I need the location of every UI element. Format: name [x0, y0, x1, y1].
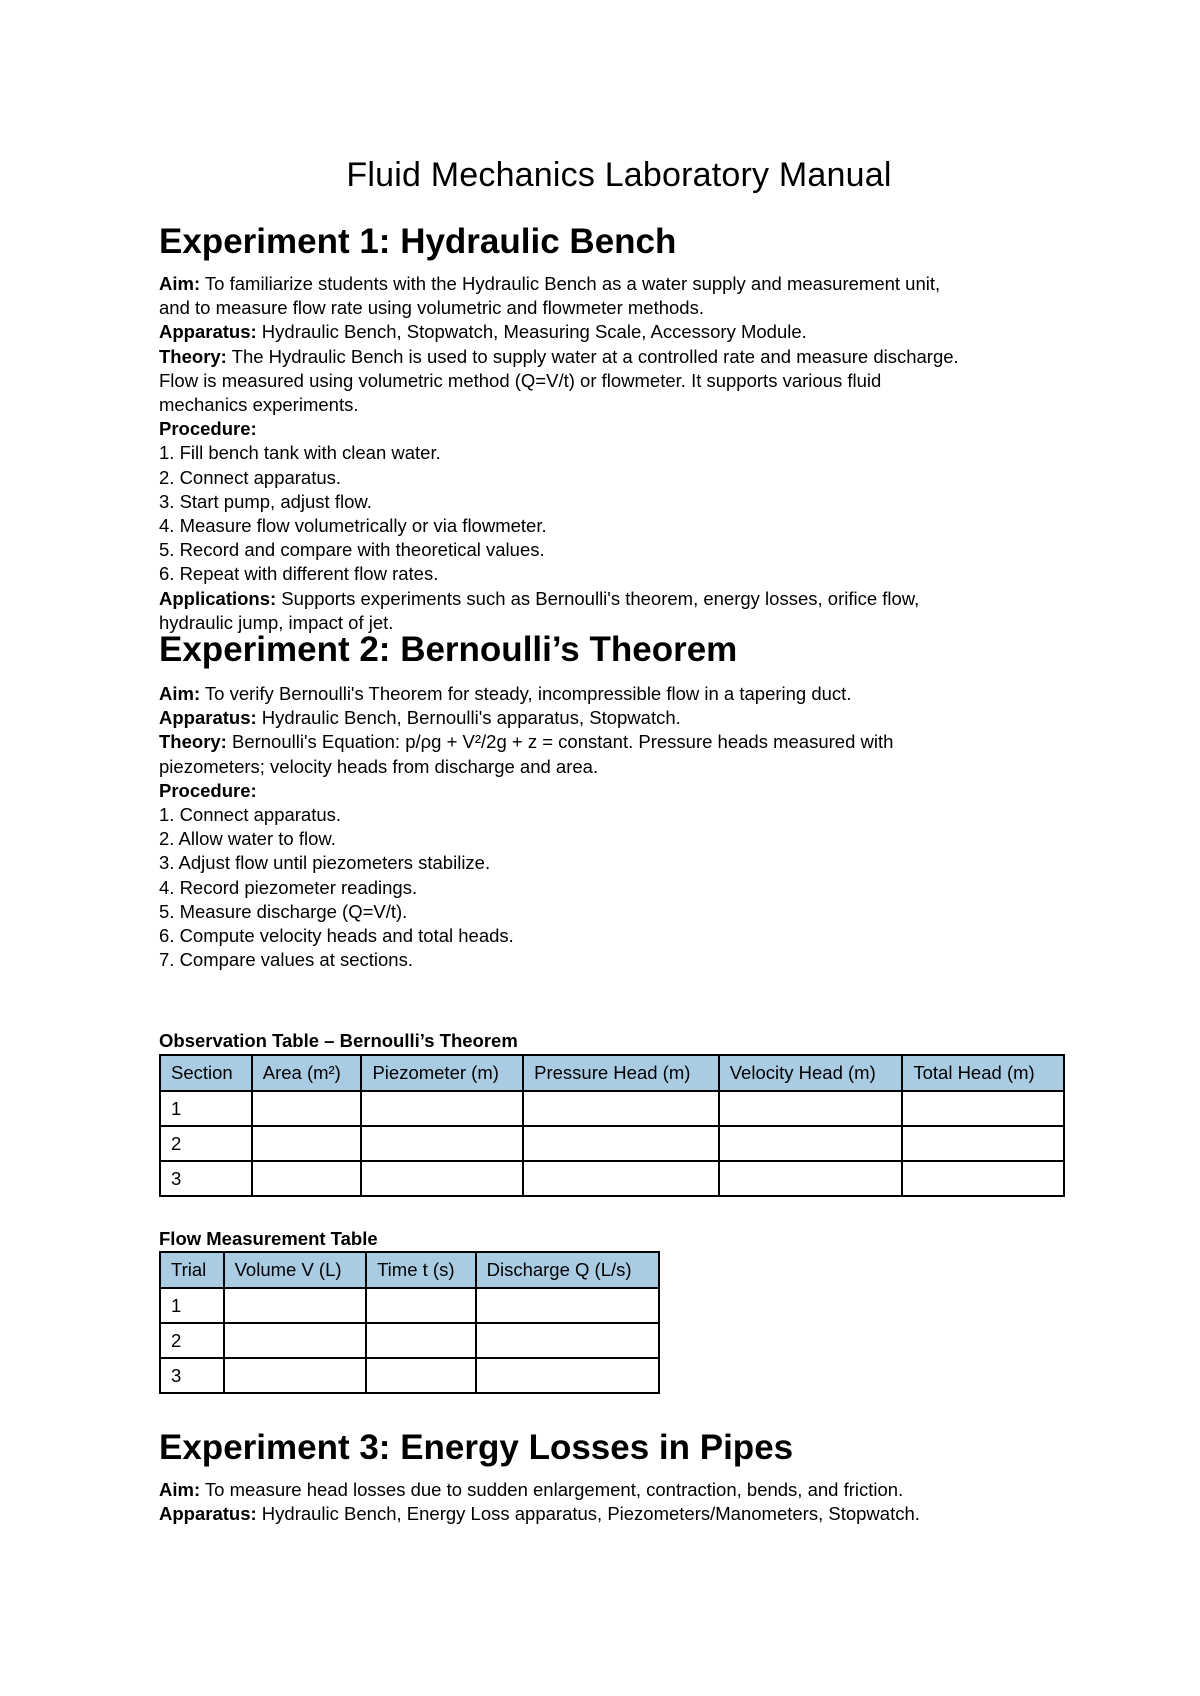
- procedure-step: 6. Compute velocity heads and total heads.: [159, 925, 514, 947]
- experiment-1-body: [159, 272, 1079, 635]
- apparatus-label: Apparatus:: [159, 1503, 257, 1525]
- aim-text: To familiarize students with the Hydraulic Bench as a water supply and measurement unit,: [200, 273, 941, 294]
- aim-label: Aim:: [159, 1479, 201, 1500]
- apparatus-text: Hydraulic Bench, Energy Loss apparatus, Piezometers/Manometers, Stopwatch.: [256, 1503, 920, 1525]
- table-cell: [523, 1126, 719, 1161]
- procedure-step: 6. Repeat with different flow rates.: [159, 563, 439, 585]
- table-cell: [361, 1091, 523, 1126]
- table-cell: [252, 1161, 362, 1196]
- observation-table: [159, 1054, 1065, 1197]
- table-row: [160, 1288, 659, 1323]
- table-row: [160, 1091, 1064, 1126]
- procedure-step: 7. Compare values at sections.: [159, 949, 413, 971]
- table-cell: [719, 1161, 903, 1196]
- table-cell: [366, 1358, 476, 1393]
- experiment-3-body: [159, 1478, 1079, 1526]
- flow-table-caption: Flow Measurement Table: [159, 1228, 378, 1249]
- table-cell: 2: [160, 1126, 252, 1161]
- observation-table-caption: Observation Table – Bernoulli’s Theorem: [159, 1030, 518, 1051]
- table-cell: [476, 1358, 659, 1393]
- exp1-theory-cont: mechanics experiments.: [159, 394, 359, 416]
- table-cell: [361, 1126, 523, 1161]
- experiment-3-heading: Experiment 3: Energy Losses in Pipes: [159, 1428, 794, 1467]
- table-cell: [476, 1323, 659, 1358]
- table-cell: 3: [160, 1161, 252, 1196]
- applications-text: Supports experiments such as Bernoulli's theorem, energy losses, orifice flow,: [276, 587, 920, 609]
- exp2-theory: [159, 730, 1079, 754]
- exp1-theory-cont: Flow is measured using volumetric method (Q=V/t) or flowmeter. It supports various fluid: [159, 369, 882, 391]
- exp1-theory: [159, 345, 1079, 369]
- table-cell: 3: [160, 1358, 224, 1393]
- theory-text: Bernoulli's Equation: p/ρg + V²/2g + z = constant. Pressure heads measured with: [226, 731, 894, 753]
- table-row: [160, 1323, 659, 1358]
- apparatus-label: Apparatus:: [159, 321, 257, 343]
- exp1-aim-cont: and to measure flow rate using volumetric and flowmeter methods.: [159, 297, 704, 319]
- aim-label: Aim:: [159, 683, 201, 704]
- document-title: Fluid Mechanics Laboratory Manual: [346, 156, 892, 194]
- procedure-step: 2. Connect apparatus.: [159, 466, 342, 488]
- procedure-step: 1. Connect apparatus.: [159, 804, 342, 826]
- table-cell: [902, 1161, 1064, 1196]
- apparatus-text: Hydraulic Bench, Bernoulli's apparatus, Stopwatch.: [256, 707, 681, 729]
- table-cell: [252, 1126, 362, 1161]
- column-header: Total Head (m): [902, 1055, 1064, 1091]
- procedure-step: 1. Fill bench tank with clean water.: [159, 442, 441, 464]
- exp1-applications: [159, 587, 1079, 611]
- procedure-step: 3. Adjust flow until piezometers stabilize.: [159, 852, 491, 874]
- theory-text: The Hydraulic Bench is used to supply water at a controlled rate and measure discharge.: [226, 345, 959, 367]
- table-cell: 2: [160, 1323, 224, 1358]
- column-header: Trial: [160, 1252, 224, 1288]
- column-header: Volume V (L): [224, 1252, 366, 1288]
- theory-label: Theory:: [159, 731, 227, 753]
- exp1-applications-cont: hydraulic jump, impact of jet.: [159, 611, 394, 633]
- table-cell: 1: [160, 1288, 224, 1323]
- procedure-step: 5. Measure discharge (Q=V/t).: [159, 900, 408, 922]
- table-cell: [523, 1091, 719, 1126]
- column-header: Area (m²): [252, 1055, 362, 1091]
- exp2-apparatus: [159, 706, 1079, 730]
- table-cell: [366, 1288, 476, 1323]
- experiment-1-heading: Experiment 1: Hydraulic Bench: [159, 222, 677, 261]
- table-cell: [224, 1358, 366, 1393]
- column-header: Discharge Q (L/s): [476, 1252, 659, 1288]
- aim-text: To measure head losses due to sudden enlargement, contraction, bends, and friction.: [200, 1479, 904, 1500]
- procedure-step: 4. Record piezometer readings.: [159, 876, 418, 898]
- table-row: [160, 1358, 659, 1393]
- experiment-2-body: [159, 682, 1079, 972]
- column-header: Pressure Head (m): [523, 1055, 719, 1091]
- flow-measurement-table: [159, 1251, 660, 1394]
- table-row: [160, 1161, 1064, 1196]
- apparatus-label: Apparatus:: [159, 707, 257, 729]
- column-header: Section: [160, 1055, 252, 1091]
- experiment-2-heading: Experiment 2: Bernoulli’s Theorem: [159, 630, 738, 669]
- apparatus-text: Hydraulic Bench, Stopwatch, Measuring Scale, Accessory Module.: [256, 321, 807, 343]
- table-cell: 1: [160, 1091, 252, 1126]
- table-cell: [224, 1288, 366, 1323]
- table-header-row: [160, 1252, 659, 1288]
- column-header: Time t (s): [366, 1252, 476, 1288]
- table-cell: [252, 1091, 362, 1126]
- table-cell: [476, 1288, 659, 1323]
- table-cell: [719, 1126, 903, 1161]
- exp1-aim: [159, 272, 1079, 296]
- column-header: Velocity Head (m): [719, 1055, 903, 1091]
- table-cell: [902, 1091, 1064, 1126]
- table-cell: [523, 1161, 719, 1196]
- exp1-procedure-label: Procedure:: [159, 418, 257, 440]
- exp1-apparatus: [159, 320, 1079, 344]
- procedure-step: 2. Allow water to flow.: [159, 828, 336, 850]
- procedure-step: 4. Measure flow volumetrically or via flowmeter.: [159, 515, 547, 537]
- applications-label: Applications:: [159, 587, 277, 609]
- exp2-theory-cont: piezometers; velocity heads from discharge and area.: [159, 755, 599, 777]
- theory-label: Theory:: [159, 345, 227, 367]
- exp3-aim: [159, 1478, 1079, 1502]
- exp2-aim: [159, 682, 1079, 706]
- table-cell: [361, 1161, 523, 1196]
- aim-text: To verify Bernoulli's Theorem for steady, incompressible flow in a tapering duct.: [200, 683, 852, 704]
- column-header: Piezometer (m): [361, 1055, 523, 1091]
- table-header-row: [160, 1055, 1064, 1091]
- exp3-apparatus: [159, 1502, 1079, 1526]
- table-cell: [224, 1323, 366, 1358]
- table-cell: [366, 1323, 476, 1358]
- table-cell: [719, 1091, 903, 1126]
- table-cell: [902, 1126, 1064, 1161]
- table-row: [160, 1126, 1064, 1161]
- procedure-step: 3. Start pump, adjust flow.: [159, 490, 372, 512]
- procedure-step: 5. Record and compare with theoretical values.: [159, 539, 545, 561]
- aim-label: Aim:: [159, 273, 201, 294]
- exp2-procedure-label: Procedure:: [159, 779, 257, 801]
